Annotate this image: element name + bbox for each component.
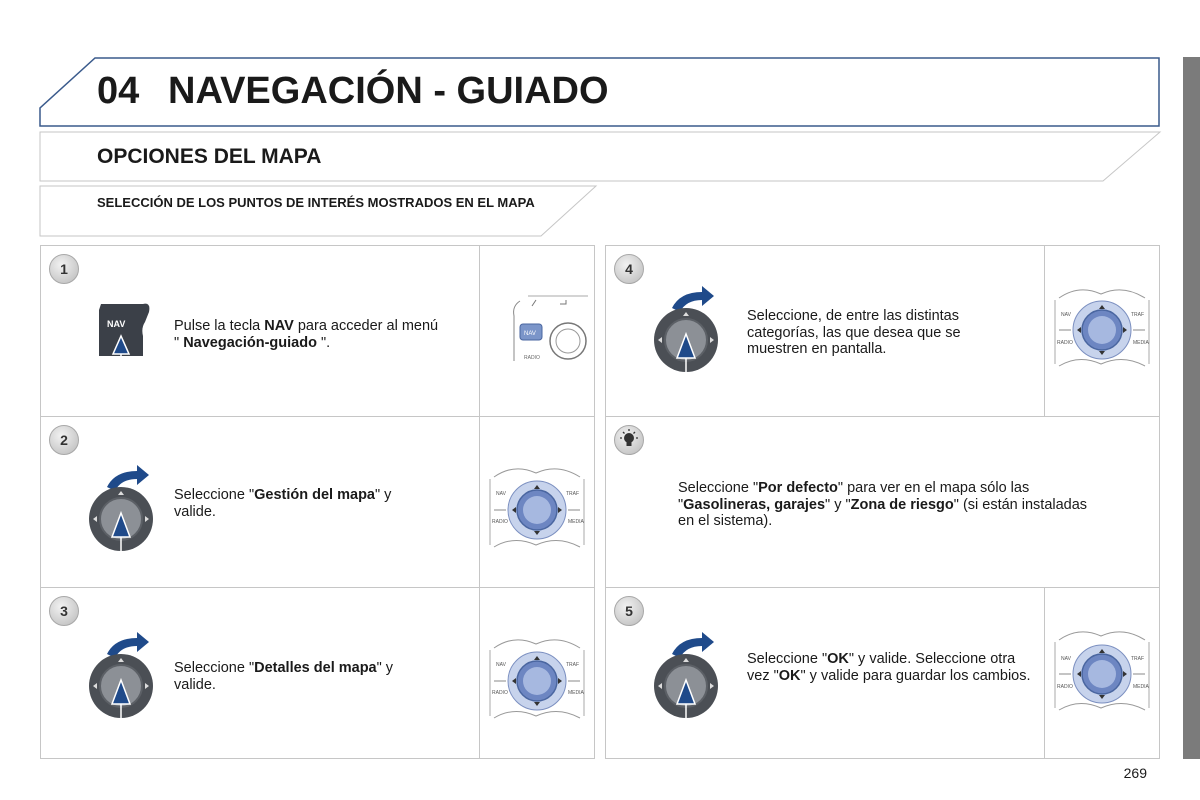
tip-text <box>678 480 1098 530</box>
rotary-knob-press-icon <box>85 628 165 728</box>
step-panel-5 <box>605 587 1160 759</box>
text-part: ". <box>316 334 331 351</box>
step-image-cell <box>479 246 594 416</box>
step-text-1 <box>174 318 439 351</box>
text-part: NAV <box>264 318 294 334</box>
control-panel-icon <box>480 588 594 758</box>
chapter-side-tab <box>1183 57 1200 759</box>
text-part: Seleccione, de entre las distintas categorías, las que desea que se muestren en pantalla. <box>747 308 961 357</box>
traf-label: TRAF <box>1131 312 1145 318</box>
text-part: Zona de riesgo <box>850 496 954 513</box>
text-part: Detalles del mapa <box>254 660 377 676</box>
radio-label: RADIO <box>1057 684 1073 690</box>
step-text-4 <box>747 308 1017 358</box>
tip-badge <box>614 425 644 455</box>
step-badge: 5 <box>614 596 644 626</box>
text-part: Gestión del mapa <box>254 487 375 503</box>
nav-label: NAV <box>1061 312 1071 318</box>
text-part: Navegación-guiado <box>183 334 317 351</box>
text-part: Por defecto <box>758 480 838 496</box>
text-part: Gasolineras, garajes <box>683 496 826 513</box>
step-image-cell <box>1044 246 1159 416</box>
radio-label: RADIO <box>492 519 508 525</box>
nav-label: NAV <box>1061 656 1071 662</box>
step-badge: 4 <box>614 254 644 284</box>
text-part: Seleccione " <box>747 651 828 667</box>
text-part: para acceder al menú " <box>174 318 439 351</box>
media-label: MEDIA <box>1133 340 1149 346</box>
step-text-3 <box>174 660 434 693</box>
radio-label: RADIO <box>1057 340 1073 346</box>
chapter-number: 04 <box>97 70 140 112</box>
radio-mini-label: RADIO <box>524 355 540 361</box>
nav-label: NAV <box>496 662 506 668</box>
text-part: " y valide para guardar los cambios. <box>800 667 1031 684</box>
step-badge: 2 <box>49 425 79 455</box>
nav-key-console-icon <box>480 246 594 416</box>
step-image-cell <box>479 588 594 758</box>
subsection-title: SELECCIÓN DE LOS PUNTOS DE INTERÉS MOSTRADOS EN EL MAPA <box>97 195 535 210</box>
lightbulb-icon <box>615 426 643 454</box>
media-label: MEDIA <box>568 690 584 696</box>
control-panel-icon <box>480 417 594 587</box>
media-label: MEDIA <box>1133 684 1149 690</box>
text-part: " para ver en el mapa sólo las " <box>678 480 1030 513</box>
traf-label: TRAF <box>566 491 580 497</box>
rotary-knob-press-icon <box>650 628 730 728</box>
traf-label: TRAF <box>566 662 580 668</box>
step-panel-4 <box>605 245 1160 417</box>
step-panel-3 <box>40 587 595 759</box>
text-part: OK <box>827 651 849 667</box>
step-image-cell <box>1044 588 1159 758</box>
section-title: OPCIONES DEL MAPA <box>97 145 322 168</box>
nav-mini-label: NAV <box>524 331 536 337</box>
text-part: OK <box>778 667 801 684</box>
step-text-2 <box>174 487 434 520</box>
nav-key-label: NAV <box>107 319 126 329</box>
text-part: " y valide. <box>174 487 392 520</box>
media-label: MEDIA <box>568 519 584 525</box>
text-part: " y valide. Seleccione otra vez " <box>747 651 1016 684</box>
text-part: " y valide. <box>174 660 394 693</box>
step-text-5 <box>747 651 1037 684</box>
rotary-knob-press-icon <box>85 461 165 561</box>
step-badge: 3 <box>49 596 79 626</box>
text-part: Seleccione " <box>678 480 759 496</box>
text-part: " y " <box>825 496 851 513</box>
chapter-title: NAVEGACIÓN - GUIADO <box>168 70 609 112</box>
text-part: Seleccione " <box>174 487 255 503</box>
traf-label: TRAF <box>1131 656 1145 662</box>
rotary-knob-press-icon <box>650 282 730 382</box>
nav-label: NAV <box>496 491 506 497</box>
step-panel-1 <box>40 245 595 417</box>
page-number: 269 <box>1123 765 1147 781</box>
text-part: " (si están instaladas en el sistema). <box>678 496 1088 529</box>
step-badge: 1 <box>49 254 79 284</box>
step-image-cell <box>479 417 594 587</box>
control-panel-icon <box>1045 246 1159 416</box>
radio-label: RADIO <box>492 690 508 696</box>
step-panel-2 <box>40 416 595 588</box>
nav-key-press-icon <box>91 296 161 378</box>
control-panel-icon <box>1045 588 1159 758</box>
text-part: Seleccione " <box>174 660 255 676</box>
text-part: Pulse la tecla <box>174 318 265 334</box>
tip-panel <box>605 416 1160 588</box>
